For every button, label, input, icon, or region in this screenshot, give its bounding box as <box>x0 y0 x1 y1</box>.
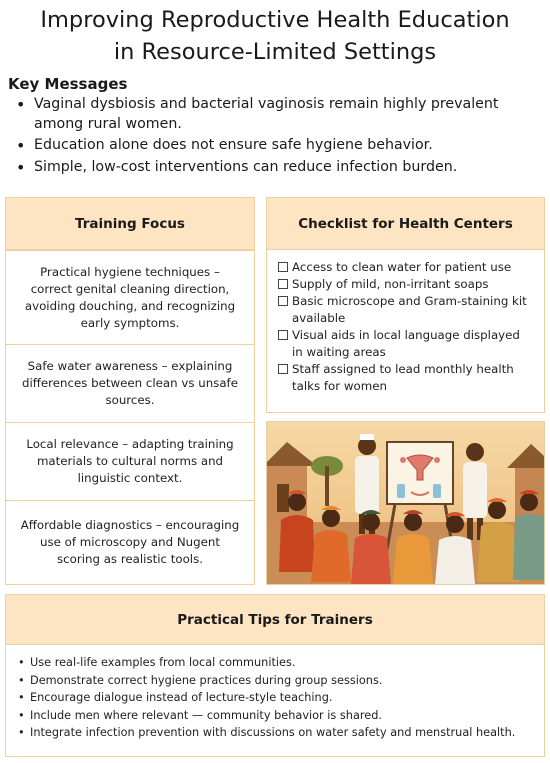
checklist-item-label: Basic microscope and Gram-staining kit available <box>292 294 527 325</box>
key-messages-list <box>14 95 534 179</box>
checklist-item-label: Supply of mild, non-irritant soaps <box>292 277 489 291</box>
title-line-1: Improving Reproductive Health Education <box>40 7 510 33</box>
practical-tips-panel <box>5 594 545 757</box>
checklist-panel <box>266 197 545 413</box>
checklist-item[interactable] <box>278 293 534 327</box>
practical-tips-body <box>6 645 544 756</box>
checklist-item-label: Staff assigned to lead monthly health talks for women <box>292 362 514 393</box>
checkbox-icon[interactable] <box>278 296 288 306</box>
training-focus-item: Affordable diagnostics – encouraging use of microscopy and Nugent scoring as realistic tools. <box>6 500 254 584</box>
practical-tips-heading: Practical Tips for Trainers <box>6 595 544 645</box>
key-messages-heading: Key Messages <box>8 75 128 93</box>
key-message-item: • Vaginal dysbiosis and bacterial vaginosis remain highly prevalent among rural women. <box>14 95 534 134</box>
checklist-item[interactable] <box>278 276 534 293</box>
checklist-heading: Checklist for Health Centers <box>267 198 544 250</box>
practical-tip-item: • Include men where relevant — community behavior is shared. <box>18 707 544 725</box>
practical-tips-list <box>18 654 544 742</box>
title-line-2: in Resource-Limited Settings <box>113 39 437 65</box>
checkbox-icon[interactable] <box>278 330 288 340</box>
checklist-item[interactable] <box>278 361 534 395</box>
page-title <box>0 4 550 68</box>
health-education-scene-icon <box>267 422 545 585</box>
checklist-body <box>267 250 544 412</box>
checklist-item-label: Visual aids in local language displayed in waiting areas <box>292 328 520 359</box>
checklist-item[interactable] <box>278 327 534 361</box>
training-focus-heading: Training Focus <box>6 198 254 250</box>
checklist-item-label: Access to clean water for patient use <box>292 260 512 274</box>
practical-tip-item: • Encourage dialogue instead of lecture-style teaching. <box>18 689 544 707</box>
key-message-item: • Education alone does not ensure safe hygiene behavior. <box>14 136 534 156</box>
health-education-illustration <box>266 421 545 585</box>
practical-tip-item: • Use real-life examples from local communities. <box>18 654 544 672</box>
training-focus-item: Local relevance – adapting training materials to cultural norms and linguistic context. <box>6 422 254 500</box>
checklist-item[interactable] <box>278 259 534 276</box>
key-message-item: • Simple, low-cost interventions can reduce infection burden. <box>14 158 534 178</box>
checkbox-icon[interactable] <box>278 262 288 272</box>
practical-tip-item: • Integrate infection prevention with discussions on water safety and menstrual health. <box>18 724 544 742</box>
practical-tip-item: • Demonstrate correct hygiene practices during group sessions. <box>18 672 544 690</box>
training-focus-panel <box>5 197 255 585</box>
checkbox-icon[interactable] <box>278 279 288 289</box>
training-focus-item: Safe water awareness – explaining differences between clean vs unsafe sources. <box>6 344 254 422</box>
checkbox-icon[interactable] <box>278 364 288 374</box>
training-focus-item: Practical hygiene techniques – correct genital cleaning direction, avoiding douching, and recognizing early symptoms. <box>6 250 254 344</box>
